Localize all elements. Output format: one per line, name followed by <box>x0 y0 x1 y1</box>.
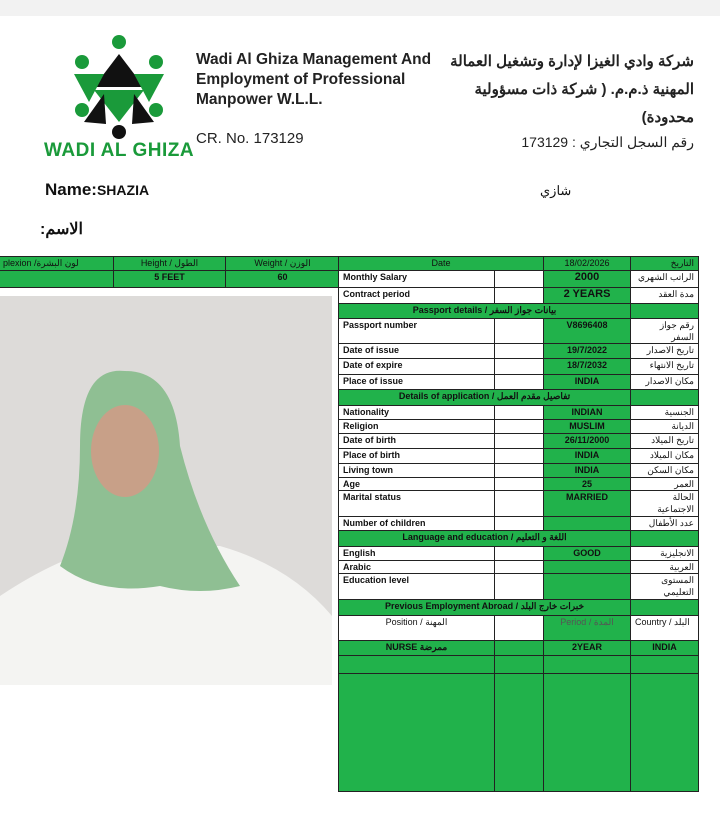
children-label: Number of children <box>339 517 495 531</box>
age-label: Age <box>339 478 495 491</box>
application-form-table <box>338 256 699 792</box>
pob-label: Place of birth <box>339 449 495 464</box>
religion-label-ar: الديانة <box>631 420 699 434</box>
name-label: Name: <box>45 180 97 199</box>
place-of-issue-label-ar: مكان الاصدار <box>631 375 699 390</box>
english-label: English <box>339 547 495 561</box>
weight-value: 60 <box>226 271 340 288</box>
contract-label-ar: مدة العقد <box>631 288 699 304</box>
company-name-line: Wadi Al Ghiza Management And <box>196 51 432 68</box>
passport-number-label-ar: رقم جواز السفر <box>631 319 699 344</box>
employment-position: NURSE ممرضة <box>339 641 495 656</box>
complexion-value <box>0 271 114 288</box>
pob-value: INDIA <box>544 449 631 464</box>
contract-value: 2 YEARS <box>544 288 631 304</box>
logo-text: WADI AL GHIZA <box>44 140 195 161</box>
arabic-label: Arabic <box>339 561 495 574</box>
company-name-ar: شركة وادي الغيزا لإدارة وتشغيل العمالة المهنية ذ.م.م. ( شركة ذات مسؤولية محدودة) <box>450 53 694 126</box>
employment-period: 2YEAR <box>544 641 631 656</box>
age-value: 25 <box>544 478 631 491</box>
cr-number: CR. No. 173129 <box>196 130 304 147</box>
position-column-header: Position / المهنة <box>339 616 495 641</box>
date-value: 18/02/2026 <box>544 257 631 271</box>
marital-status-label: Marital status <box>339 491 495 517</box>
living-town-label: Living town <box>339 464 495 478</box>
height-value: 5 FEET <box>114 271 226 288</box>
dob-label: Date of birth <box>339 434 495 449</box>
passport-section-header: Passport details / بيانات جواز السفر <box>339 304 631 319</box>
expiry-date-value: 18/7/2032 <box>544 359 631 375</box>
company-name-line: Employment of Professional <box>196 71 406 88</box>
cr-number-ar: رقم السجل التجاري : 173129 <box>521 134 694 150</box>
salary-value: 2000 <box>544 271 631 288</box>
children-value <box>544 517 631 531</box>
country-column-header: Country / البلد <box>631 616 699 641</box>
date-label: Date <box>339 257 544 271</box>
physical-table <box>0 256 340 288</box>
marital-status-value: MARRIED <box>544 491 631 517</box>
top-bar <box>0 0 720 16</box>
employment-country: INDIA <box>631 641 699 656</box>
nationality-label-ar: الجنسية <box>631 406 699 420</box>
place-of-issue-value: INDIA <box>544 375 631 390</box>
date-label-ar: التاريخ <box>631 257 699 271</box>
nationality-label: Nationality <box>339 406 495 420</box>
english-label-ar: الانجليزية <box>631 547 699 561</box>
issue-date-value: 19/7/2022 <box>544 344 631 359</box>
education-label-ar: المستوى التعليمي <box>631 574 699 600</box>
passport-number-value: V8696408 <box>544 319 631 344</box>
complexion-header: plexion /لون البشرة <box>0 257 114 271</box>
living-town-value: INDIA <box>544 464 631 478</box>
place-of-issue-label: Place of issue <box>339 375 495 390</box>
company-name-line: Manpower W.L.L. <box>196 91 323 108</box>
english-value: GOOD <box>544 547 631 561</box>
dob-label-ar: تاريخ الميلاد <box>631 434 699 449</box>
salary-label: Monthly Salary <box>339 271 495 288</box>
education-value <box>544 574 631 600</box>
dob-value: 26/11/2000 <box>544 434 631 449</box>
arabic-label-ar: العربية <box>631 561 699 574</box>
height-header: Height / الطول <box>114 257 226 271</box>
age-label-ar: العمر <box>631 478 699 491</box>
name-value: SHAZIA <box>96 182 150 198</box>
passport-number-label: Passport number <box>339 319 495 344</box>
nationality-value: INDIAN <box>544 406 631 420</box>
marital-status-label-ar: الحالة الاجتماعية <box>631 491 699 517</box>
weight-header: Weight / الوزن <box>226 257 340 271</box>
employment-section-header: Previous Employment Abroad / خبرات خارج البلد <box>339 600 631 616</box>
arabic-value <box>544 561 631 574</box>
issue-date-label: Date of issue <box>339 344 495 359</box>
application-section-header: Details of application / تفاصيل مقدم العمل <box>339 390 631 406</box>
applicant-photo <box>0 296 332 685</box>
religion-value: MUSLIM <box>544 420 631 434</box>
education-label: Education level <box>339 574 495 600</box>
name-value-ar: شازي <box>540 183 572 198</box>
pob-label-ar: مكان الميلاد <box>631 449 699 464</box>
name-field <box>45 180 149 200</box>
contract-label: Contract period <box>339 288 495 304</box>
name-label-ar: الاسم: <box>40 221 83 238</box>
living-town-label-ar: مكان السكن <box>631 464 699 478</box>
religion-label: Religion <box>339 420 495 434</box>
expiry-date-label: Date of expire <box>339 359 495 375</box>
children-label-ar: عدد الأطفال <box>631 517 699 531</box>
language-section-header: Language and education / اللغة و التعليم <box>339 531 631 547</box>
salary-label-ar: الراتب الشهري <box>631 271 699 288</box>
expiry-date-label-ar: تاريخ الانتهاء <box>631 359 699 375</box>
company-name-en <box>196 50 431 110</box>
issue-date-label-ar: تاريخ الاصدار <box>631 344 699 359</box>
period-column-header: Period / المدة <box>544 616 631 641</box>
